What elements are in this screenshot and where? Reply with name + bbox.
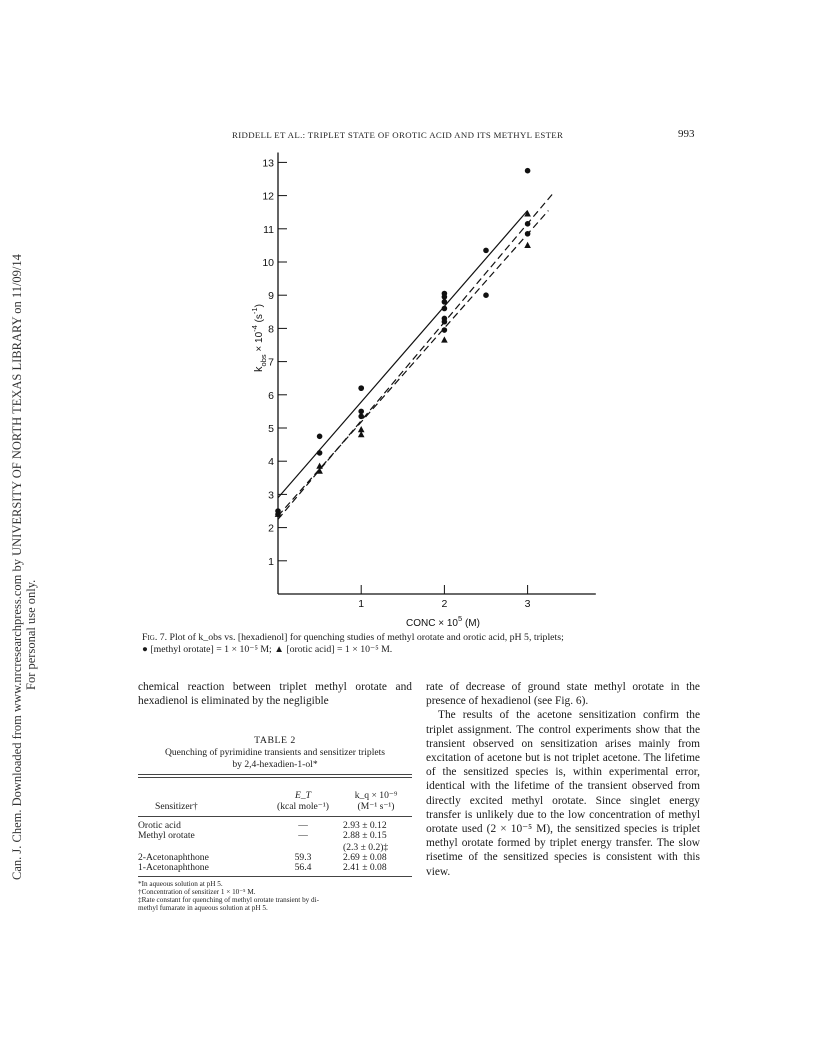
x-tick-label: 3 (524, 598, 531, 610)
methyl-orotate-point (442, 294, 448, 300)
y-tick-label: 5 (268, 423, 274, 435)
methyl-orotate-point (525, 231, 531, 237)
methyl-orotate-point (442, 299, 448, 305)
row-kq: (2.3 ± 0.2)‡ (343, 842, 389, 853)
table-footnote-4: methyl fumarate in aqueous solution at pH 5. (138, 904, 268, 912)
row-name: Orotic acid (138, 820, 181, 831)
methyl-orotate-point (358, 385, 364, 391)
left-column-text: chemical reaction between triplet methyl orotate and hexadienol is eliminated by the negligible (138, 681, 412, 708)
caption-text-1: Plot of k_obs vs. [hexadienol] for quenching studies of methyl orotate and orotic acid, pH 5, triplets; (167, 632, 564, 643)
table-bottom-rule (138, 876, 412, 877)
right-paragraph-1: rate of decrease of ground state methyl orotate in the presence of hexadienol (see Fig. 6). (426, 681, 700, 708)
y-tick-label: 4 (268, 456, 274, 469)
running-head: RIDDELL ET AL.: TRIPLET STATE OF OROTIC ACID AND ITS METHYL ESTER (232, 130, 564, 140)
x-axis-label: CONC × $10^5$ (M) (406, 614, 480, 629)
methyl-orotate-point (442, 306, 448, 312)
page-number: 993 (678, 128, 695, 140)
y-axis-label (250, 304, 268, 372)
table-caption-line-2: by 2,4-hexadien-1-ol* (232, 758, 318, 770)
figure-label: Fig. 7. (142, 632, 168, 643)
col-header-et: E_T (295, 790, 311, 801)
x-tick-label: 2 (441, 598, 448, 610)
caption-line-1 (142, 632, 702, 644)
solid-fit-line (278, 211, 528, 498)
right-column-text (426, 680, 700, 879)
methyl-orotate-point (317, 434, 323, 440)
data-points (275, 168, 531, 517)
row-name: Methyl orotate (138, 830, 195, 841)
table-footnote-3: ‡Rate constant for quenching of methyl orotate transient by di- (138, 896, 320, 904)
y-tick-label: 1 (268, 555, 274, 568)
methyl-orotate-point (442, 319, 448, 325)
y-tick-label: 13 (262, 157, 274, 170)
table-title: TABLE 2 (254, 735, 296, 746)
row-et: — (298, 820, 308, 831)
table-header-rule (138, 816, 412, 817)
table-top-rule-2 (138, 777, 412, 778)
y-tick-label: 11 (263, 223, 274, 236)
table-caption (138, 747, 412, 770)
right-paragraph-2: The results of the acetone sensitization confirm the triplet assignment. The control experiments show that the transient observed on sensitization arises mainly from excitation of acetone but is not triplet acetone. The lifetime of the sensitized species is, within experimental error, identical with the lifetime of the transient observed from directly excited methyl orotate. Since singlet energy transfer is unlikely due to the low concentration of methyl orotate used (2 × 10⁻⁵ M), the sensitized species is triplet methyl orotate formed by triplet energy transfer. The slow risetime of the sensitized species is consistent with this view. (426, 709, 700, 878)
x-tick-label: 1 (358, 598, 365, 610)
y-tick-label: 7 (268, 356, 274, 369)
methyl-orotate-point (525, 168, 531, 174)
y-tick-label: 10 (262, 257, 274, 269)
table-footnote-2: †Concentration of sensitizer 1 × 10⁻⁵ M. (138, 888, 256, 896)
caption-line-2: ● [methyl orotate] = 1 × 10⁻⁵ M; ▲ [orotic acid] = 1 × 10⁻⁵ M. (142, 643, 393, 655)
y-tick-label: 9 (268, 290, 274, 303)
row-kq: 2.69 ± 0.08 (343, 852, 387, 863)
methyl-orotate-point (358, 414, 364, 420)
y-tick-label: 12 (262, 190, 274, 203)
methyl-orotate-point (483, 248, 489, 254)
y-tick-label: 8 (268, 323, 274, 336)
side-watermark-line2: For personal use only. (24, 579, 38, 690)
y-tick-label: 6 (268, 389, 274, 402)
row-name: 2-Acetonaphthone (138, 852, 209, 863)
y-tick-label: 3 (268, 489, 274, 502)
y-tick-label: 2 (268, 522, 274, 535)
side-watermark-line1: Can. J. Chem. Downloaded from www.nrcresearchpress.com by UNIVERSITY OF NORTH TEXAS LIBRARY on 11/09/14 (10, 254, 24, 880)
row-et: 59.3 (294, 852, 312, 863)
orotic-acid-point (441, 336, 448, 342)
figure-caption (142, 632, 702, 655)
row-et: 56.4 (294, 862, 312, 873)
table-top-rule (138, 774, 412, 775)
orotic-acid-point (524, 242, 531, 248)
row-kq: 2.93 ± 0.12 (343, 820, 387, 831)
methyl-orotate-point (358, 409, 364, 415)
row-kq: 2.88 ± 0.15 (343, 830, 387, 841)
methyl-orotate-point (483, 292, 489, 298)
table-footnote-1: *In aqueous solution at pH 5. (138, 880, 223, 888)
row-et: — (298, 830, 308, 841)
col-header-kq-units: (M⁻¹ s⁻¹) (357, 801, 395, 812)
methyl-orotate-point (442, 327, 448, 333)
chart-axes (262, 152, 596, 610)
row-kq: 2.41 ± 0.08 (343, 862, 387, 873)
col-header-et-units: (kcal mole⁻¹) (277, 801, 329, 812)
row-name: 1-Acetonaphthone (138, 862, 209, 873)
col-header-sensitizer: Sensitizer† (155, 801, 198, 812)
y-axis-label-text: $k_{obs} \times 10^{-4}$ $(s^{-1})$ (250, 304, 268, 372)
methyl-orotate-point (317, 450, 323, 456)
methyl-orotate-point (525, 221, 531, 227)
table-caption-line-1: Quenching of pyrimidine transients and sensitizer triplets (164, 747, 386, 758)
col-header-kq: k_q × 10⁻⁹ (354, 790, 398, 801)
